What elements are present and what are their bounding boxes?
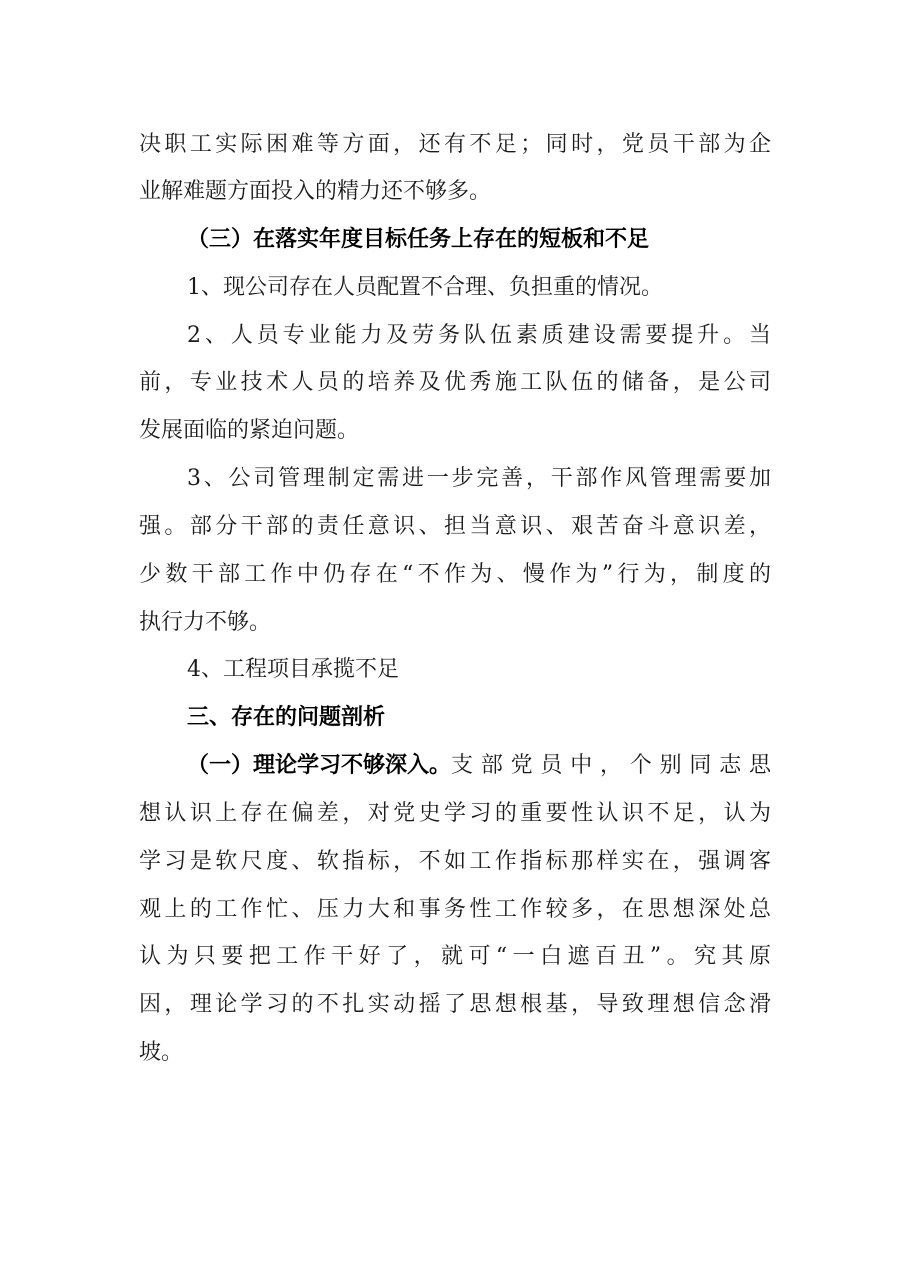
paragraph-line: 业解难题方面投入的精力还不够多。 xyxy=(139,179,492,204)
paragraph-line: 想认识上存在偏差，对党史学习的重要性认识不足，认为 xyxy=(139,801,771,826)
section-heading-3: （三）在落实年度目标任务上存在的短板和不足 xyxy=(187,227,650,252)
paragraph-line: 认为只要把工作干好了，就可“一白遮百丑”。究其原 xyxy=(139,944,771,969)
paragraph-line: 执行力不够。 xyxy=(139,610,272,635)
paragraph-lead: （一）理论学习不够深入。 xyxy=(187,753,452,778)
paragraph-line: 发展面临的紧迫问题。 xyxy=(139,418,360,443)
paragraph-line: 因，理论学习的不扎实动摇了思想根基，导致理想信念滑 xyxy=(139,992,771,1017)
paragraph-line: 强。部分干部的责任意识、担当意识、艰苦奋斗意识差， xyxy=(139,514,771,539)
paragraph-line: 坡。 xyxy=(139,1040,184,1065)
list-item-1: 1、现公司存在人员配置不合理、负担重的情况。 xyxy=(187,275,663,300)
list-item-2: 2、人员专业能力及劳务队伍素质建设需要提升。当 xyxy=(187,323,771,348)
paragraph-line: 少数干部工作中仍存在“不作为、慢作为”行为，制度的 xyxy=(139,562,771,587)
paragraph-line: 前，专业技术人员的培养及优秀施工队伍的储备，是公司 xyxy=(139,370,771,395)
paragraph-first-line xyxy=(187,746,771,786)
chapter-heading: 三、存在的问题剖析 xyxy=(187,705,386,730)
list-item-3: 3、公司管理制定需进一步完善，干部作风管理需要加 xyxy=(187,466,771,491)
paragraph-line: 学习是软尺度、软指标，不如工作指标那样实在，强调客 xyxy=(139,849,771,874)
paragraph-line: 观上的工作忙、压力大和事务性工作较多，在思想深处总 xyxy=(139,897,771,922)
list-item-4: 4、工程项目承揽不足 xyxy=(187,657,399,682)
paragraph-line-rest: 支部党员中，个别同志思 xyxy=(451,753,771,778)
paragraph-line: 决职工实际困难等方面，还有不足；同时，党员干部为企 xyxy=(139,132,771,157)
